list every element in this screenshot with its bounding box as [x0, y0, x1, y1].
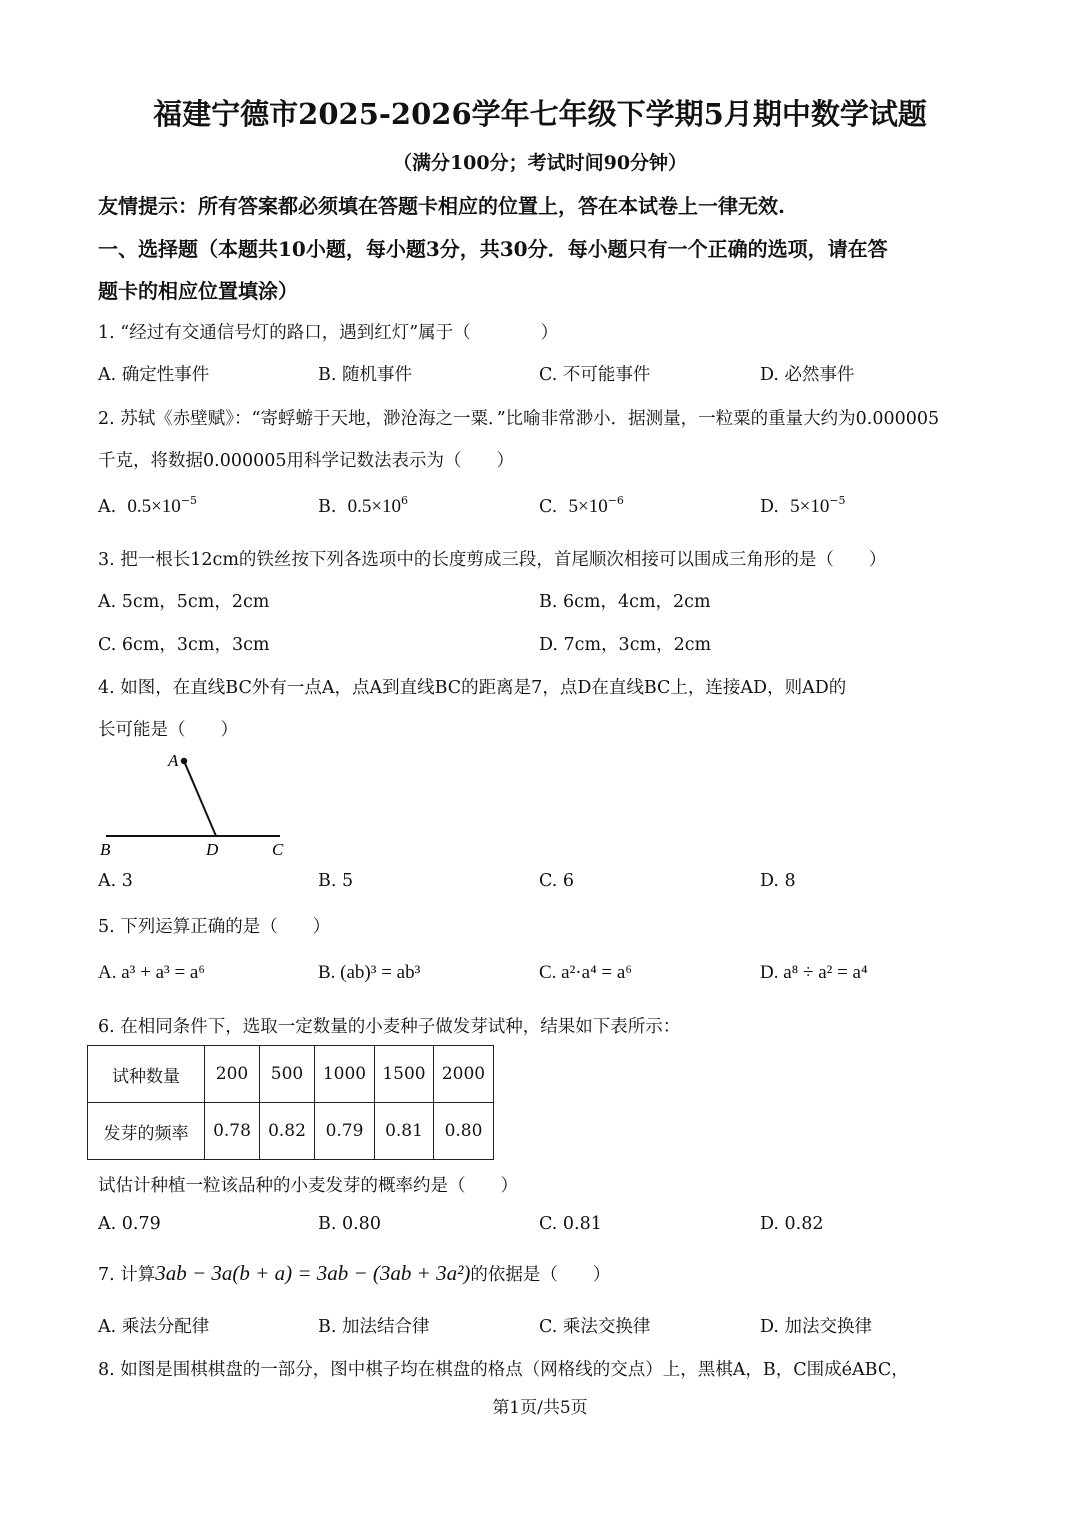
question-6-prompt: 试估计种植一粒该品种的小麦发芽的概率约是（ ）	[98, 1176, 518, 1196]
q4-option-a: A. 3	[98, 871, 133, 891]
table-cell: 0.79	[315, 1103, 375, 1160]
section-heading-line1: 一、选择题（本题共10小题，每小题3分，共30分．每小题只有一个正确的选项，请在答	[98, 237, 888, 261]
q5-option-c: C. a²·a⁴ = a⁶	[539, 962, 632, 983]
label-d: D	[206, 840, 219, 859]
q2-option-a: A. $0.5\times 10^{-5}$	[98, 494, 198, 517]
question-8: 8. 如图是围棋棋盘的一部分，图中棋子均在棋盘的格点（网格线的交点）上，黑棋A，B，C围成éABC，	[98, 1360, 909, 1380]
table-cell: 500	[260, 1046, 315, 1103]
q1-option-b: B. 随机事件	[318, 365, 412, 385]
exam-subtitle: （满分100分；考试时间90分钟）	[392, 152, 688, 174]
q3-option-b: B. 6cm，4cm，2cm	[539, 592, 711, 612]
question-2-line2: 千克，将数据0.000005用科学记数法表示为（ ）	[98, 451, 514, 471]
q1-option-a: A. 确定性事件	[98, 365, 210, 385]
section-heading-line2: 题卡的相应位置填涂）	[98, 279, 298, 303]
label-b: B	[100, 840, 111, 859]
q7-option-a: A. 乘法分配律	[98, 1317, 210, 1337]
q6-option-d: D. 0.82	[760, 1214, 824, 1234]
q5-option-d: D. a⁸ ÷ a² = a⁴	[760, 962, 868, 983]
q6-option-c: C. 0.81	[539, 1214, 602, 1234]
q2-option-d: D. $5\times 10^{-5}$	[760, 494, 846, 517]
point-a-dot	[181, 758, 187, 764]
q3-option-d: D. 7cm，3cm，2cm	[539, 635, 712, 655]
page-number: 第1页/共5页	[492, 1398, 588, 1418]
question-4-line1: 4. 如图，在直线BC外有一点A，点A到直线BC的距离是7，点D在直线BC上，连接AD，则AD的	[98, 678, 847, 698]
table-row	[88, 1046, 494, 1103]
label-a: A	[168, 751, 179, 770]
table-cell: 0.81	[375, 1103, 434, 1160]
table-cell: 发芽的频率	[88, 1103, 205, 1160]
table-cell: 0.78	[205, 1103, 260, 1160]
table-cell: 2000	[434, 1046, 494, 1103]
q5-option-b: B. (ab)³ = ab³	[318, 962, 421, 983]
q7-expression: 3ab − 3a(b + a) = 3ab − (3ab + 3a²)	[155, 1261, 471, 1285]
friendly-tip: 友情提示：所有答案都必须填在答题卡相应的位置上，答在本试卷上一律无效.	[98, 194, 785, 218]
question-1: 1. “经过有交通信号灯的路口，遇到红灯”属于（ ）	[98, 323, 559, 343]
question-4-line2: 长可能是（ ）	[98, 720, 238, 740]
segment-ad	[184, 761, 216, 836]
page-title: 福建宁德市2025-2026学年七年级下学期5月期中数学试题	[153, 97, 927, 131]
q3-option-c: C. 6cm，3cm，3cm	[98, 635, 270, 655]
q4-option-d: D. 8	[760, 871, 796, 891]
table-cell: 0.82	[260, 1103, 315, 1160]
question-7: 7. 计算3ab − 3a(b + a) = 3ab − (3ab + 3a²)的依据是（ ）	[98, 1261, 611, 1285]
q7-option-c: C. 乘法交换律	[539, 1317, 651, 1337]
table-cell: 1000	[315, 1046, 375, 1103]
q4-option-c: C. 6	[539, 871, 575, 891]
q7-option-d: D. 加法交换律	[760, 1317, 873, 1337]
q4-figure	[96, 748, 296, 862]
table-row	[88, 1103, 494, 1160]
q1-option-c: C. 不可能事件	[539, 365, 651, 385]
q5-option-a: A. a³ + a³ = a⁶	[98, 962, 205, 983]
q6-option-a: A. 0.79	[98, 1214, 161, 1234]
germination-table	[87, 1045, 494, 1160]
table-cell: 0.80	[434, 1103, 494, 1160]
question-5: 5. 下列运算正确的是（ ）	[98, 917, 331, 937]
question-6: 6. 在相同条件下，选取一定数量的小麦种子做发芽试种，结果如下表所示：	[98, 1017, 681, 1037]
table-cell: 试种数量	[88, 1046, 205, 1103]
q2-option-c: C. $5\times 10^{-6}$	[539, 494, 624, 517]
table-cell: 1500	[375, 1046, 434, 1103]
question-3: 3. 把一根长12cm的铁丝按下列各选项中的长度剪成三段，首尾顺次相接可以围成三角形的是（ ）	[98, 550, 887, 570]
label-c: C	[272, 840, 284, 859]
q1-option-d: D. 必然事件	[760, 365, 855, 385]
q2-option-b: B. $0.5\times 10^6$	[318, 494, 409, 517]
q4-option-b: B. 5	[318, 871, 354, 891]
q3-option-a: A. 5cm，5cm，2cm	[98, 592, 270, 612]
table-cell: 200	[205, 1046, 260, 1103]
question-2-line1: 2. 苏轼《赤壁赋》：“寄蜉蝣于天地，渺沧海之一粟．”比喻非常渺小．据测量，一粒粟的重量大约为0.000005	[98, 409, 940, 429]
q6-option-b: B. 0.80	[318, 1214, 381, 1234]
q7-option-b: B. 加法结合律	[318, 1317, 430, 1337]
